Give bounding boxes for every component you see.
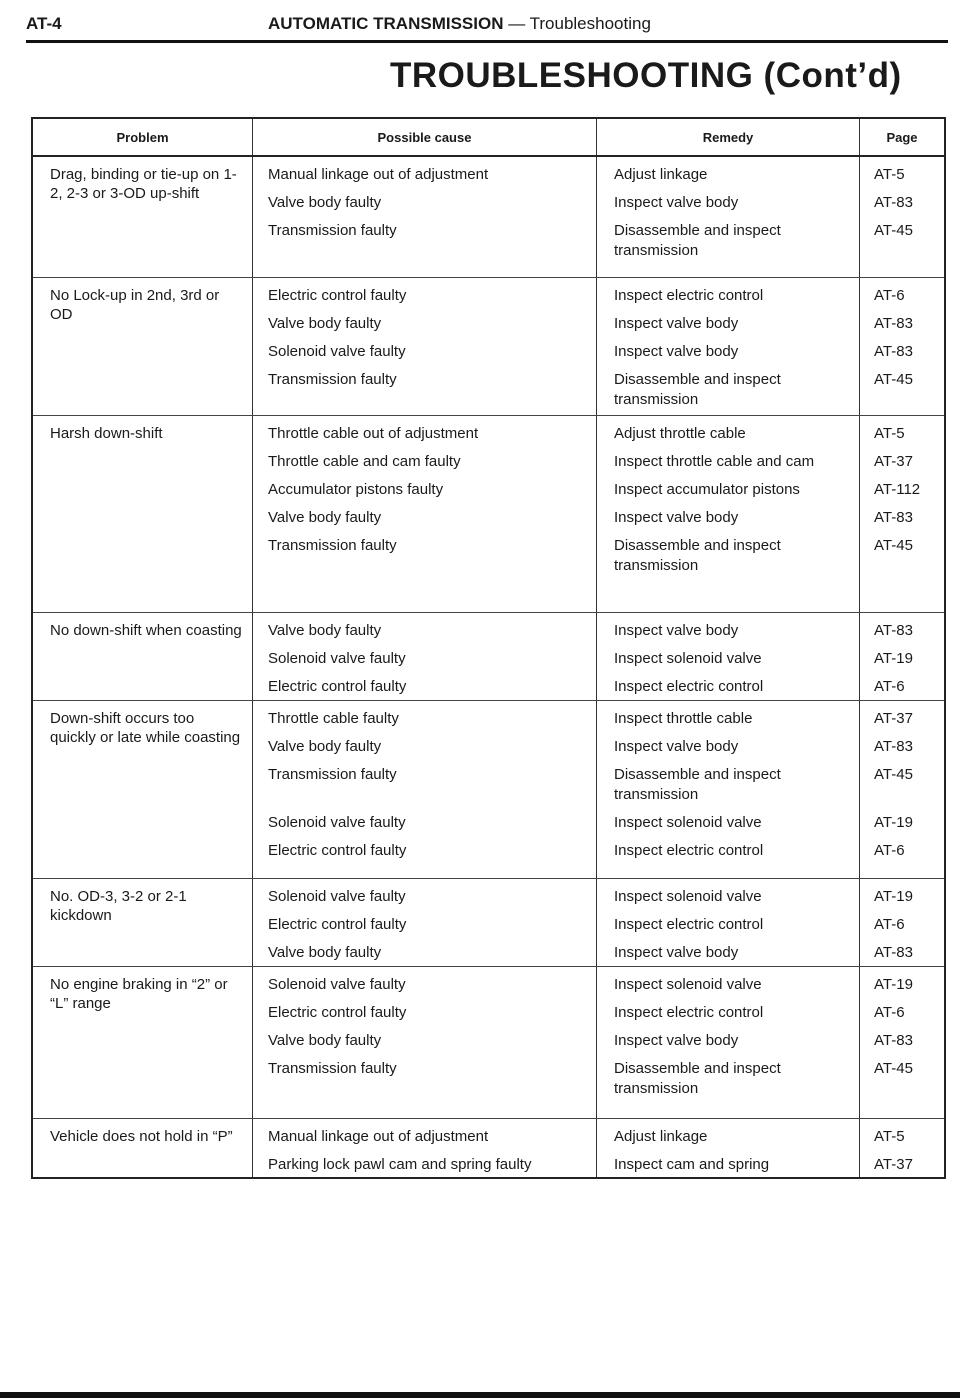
cause-cell [253, 613, 597, 700]
column-header-remedy: Remedy [597, 119, 860, 155]
section-title [268, 14, 651, 34]
remedy-line: Inspect valve body [614, 738, 739, 755]
page-ref: AT-112 [874, 481, 921, 498]
cause-cell [253, 879, 597, 966]
table-row [33, 612, 944, 700]
remedy-line: Inspect solenoid valve [614, 650, 762, 667]
page-cell [860, 879, 944, 966]
page-ref: AT-6 [874, 678, 905, 695]
remedy-line: Inspect electric control [614, 842, 764, 859]
page-ref: AT-19 [874, 976, 913, 993]
remedy-line: Disassemble and inspect transmission [614, 537, 781, 574]
page-cell [860, 613, 944, 700]
remedy-cell [597, 879, 860, 966]
page-ref: AT-83 [874, 1032, 913, 1049]
page-title: TROUBLESHOOTING (Cont’d) [390, 56, 902, 95]
problem-cell: No. OD-3, 3-2 or 2-1 kickdown [33, 879, 253, 966]
page-ref: AT-83 [874, 194, 913, 211]
cause-line: Valve body faulty [268, 1032, 382, 1049]
cause-line: Electric control faulty [268, 916, 407, 933]
table-row [33, 1118, 944, 1177]
cause-line: Solenoid valve faulty [268, 814, 406, 831]
cause-line: Electric control faulty [268, 842, 407, 859]
problem-cell: No down-shift when coasting [33, 613, 253, 700]
troubleshooting-table [31, 117, 946, 1179]
remedy-line: Inspect cam and spring [614, 1156, 770, 1173]
remedy-line: Inspect electric control [614, 916, 764, 933]
remedy-line: Disassemble and inspect transmission [614, 766, 781, 803]
cause-line: Solenoid valve faulty [268, 650, 406, 667]
cause-line: Valve body faulty [268, 622, 382, 639]
remedy-line: Disassemble and inspect transmission [614, 1060, 781, 1097]
problem-cell: No Lock-up in 2nd, 3rd or OD [33, 278, 253, 415]
cause-line: Manual linkage out of adjustment [268, 166, 489, 183]
page-ref: AT-6 [874, 916, 905, 933]
page-ref: AT-37 [874, 1156, 913, 1173]
page-ref: AT-6 [874, 1004, 905, 1021]
problem-cell: Harsh down-shift [33, 416, 253, 612]
page-cell [860, 967, 944, 1118]
remedy-line: Inspect valve body [614, 315, 739, 332]
page-ref: AT-5 [874, 166, 905, 183]
cause-line: Valve body faulty [268, 738, 382, 755]
remedy-line: Inspect throttle cable [614, 710, 753, 727]
page-cell [860, 1119, 944, 1177]
remedy-line: Inspect accumulator pistons [614, 481, 800, 498]
cause-line: Valve body faulty [268, 509, 382, 526]
remedy-line: Inspect electric control [614, 1004, 764, 1021]
cause-cell [253, 701, 597, 878]
cause-line: Valve body faulty [268, 194, 382, 211]
page-number: AT-4 [26, 14, 62, 33]
remedy-cell [597, 157, 860, 277]
cause-line: Throttle cable faulty [268, 710, 399, 727]
page-header [26, 14, 948, 43]
remedy-line: Inspect valve body [614, 944, 739, 961]
cause-cell [253, 416, 597, 612]
table-body [33, 157, 944, 1177]
column-header-problem: Problem [33, 119, 253, 155]
page-ref: AT-83 [874, 509, 913, 526]
page-ref: AT-83 [874, 343, 913, 360]
table-row [33, 157, 944, 277]
cause-line: Transmission faulty [268, 371, 397, 388]
page-cell [860, 701, 944, 878]
page-ref: AT-5 [874, 425, 905, 442]
page-ref: AT-37 [874, 453, 913, 470]
remedy-line: Inspect throttle cable and cam [614, 453, 815, 470]
remedy-line: Inspect valve body [614, 343, 739, 360]
page-ref: AT-45 [874, 766, 913, 783]
column-header-cause: Possible cause [253, 119, 597, 155]
page-ref: AT-19 [874, 888, 913, 905]
cause-cell [253, 967, 597, 1118]
problem-cell: No engine braking in “2” or “L” range [33, 967, 253, 1118]
page-ref: AT-5 [874, 1128, 905, 1145]
remedy-line: Inspect electric control [614, 678, 764, 695]
section-title-bold: AUTOMATIC TRANSMISSION [268, 14, 504, 33]
remedy-line: Inspect solenoid valve [614, 976, 762, 993]
cause-line: Solenoid valve faulty [268, 343, 406, 360]
table-row [33, 700, 944, 878]
page-ref: AT-37 [874, 710, 913, 727]
cause-line: Transmission faulty [268, 222, 397, 239]
remedy-cell [597, 701, 860, 878]
table-row [33, 415, 944, 612]
page-cell [860, 157, 944, 277]
remedy-cell [597, 967, 860, 1118]
table-header [33, 119, 944, 157]
table-row [33, 966, 944, 1118]
page-ref: AT-19 [874, 650, 913, 667]
remedy-cell [597, 613, 860, 700]
cause-line: Electric control faulty [268, 287, 407, 304]
cause-line: Throttle cable out of adjustment [268, 425, 479, 442]
table-row [33, 277, 944, 415]
page-ref: AT-83 [874, 315, 913, 332]
remedy-line: Adjust throttle cable [614, 425, 746, 442]
cause-line: Accumulator pistons faulty [268, 481, 444, 498]
remedy-line: Inspect electric control [614, 287, 764, 304]
remedy-line: Inspect solenoid valve [614, 814, 762, 831]
cause-line: Valve body faulty [268, 315, 382, 332]
cause-line: Electric control faulty [268, 1004, 407, 1021]
cause-line: Throttle cable and cam faulty [268, 453, 461, 470]
section-title-rest: — Troubleshooting [503, 14, 651, 33]
remedy-line: Inspect solenoid valve [614, 888, 762, 905]
page-ref: AT-45 [874, 537, 913, 554]
page-ref: AT-45 [874, 371, 913, 388]
remedy-line: Disassemble and inspect transmission [614, 222, 781, 259]
cause-cell [253, 1119, 597, 1177]
remedy-cell [597, 1119, 860, 1177]
cause-line: Electric control faulty [268, 678, 407, 695]
page-ref: AT-45 [874, 222, 913, 239]
remedy-cell [597, 416, 860, 612]
remedy-cell [597, 278, 860, 415]
problem-cell: Drag, binding or tie-up on 1-2, 2-3 or 3-OD up-shift [33, 157, 253, 277]
remedy-line: Adjust linkage [614, 1128, 708, 1145]
page-ref: AT-19 [874, 814, 913, 831]
page-cell [860, 278, 944, 415]
cause-line: Valve body faulty [268, 944, 382, 961]
cause-line: Transmission faulty [268, 537, 397, 554]
cause-line: Transmission faulty [268, 766, 397, 783]
cause-line: Transmission faulty [268, 1060, 397, 1077]
footer-rule [0, 1392, 960, 1398]
remedy-line: Inspect valve body [614, 1032, 739, 1049]
cause-line: Parking lock pawl cam and spring faulty [268, 1156, 532, 1173]
page-ref: AT-83 [874, 622, 913, 639]
cause-cell [253, 278, 597, 415]
problem-cell: Vehicle does not hold in “P” [33, 1119, 253, 1177]
page-cell [860, 416, 944, 612]
page-ref: AT-6 [874, 842, 905, 859]
cause-line: Manual linkage out of adjustment [268, 1128, 489, 1145]
problem-cell: Down-shift occurs too quickly or late while coasting [33, 701, 253, 878]
remedy-line: Adjust linkage [614, 166, 708, 183]
page-ref: AT-83 [874, 738, 913, 755]
remedy-line: Inspect valve body [614, 194, 739, 211]
remedy-line: Disassemble and inspect transmission [614, 371, 781, 408]
cause-line: Solenoid valve faulty [268, 976, 406, 993]
page-ref: AT-45 [874, 1060, 913, 1077]
remedy-line: Inspect valve body [614, 622, 739, 639]
table-row [33, 878, 944, 966]
cause-cell [253, 157, 597, 277]
page-ref: AT-6 [874, 287, 905, 304]
column-header-page: Page [886, 129, 918, 145]
remedy-line: Inspect valve body [614, 509, 739, 526]
page-ref: AT-83 [874, 944, 913, 961]
cause-line: Solenoid valve faulty [268, 888, 406, 905]
